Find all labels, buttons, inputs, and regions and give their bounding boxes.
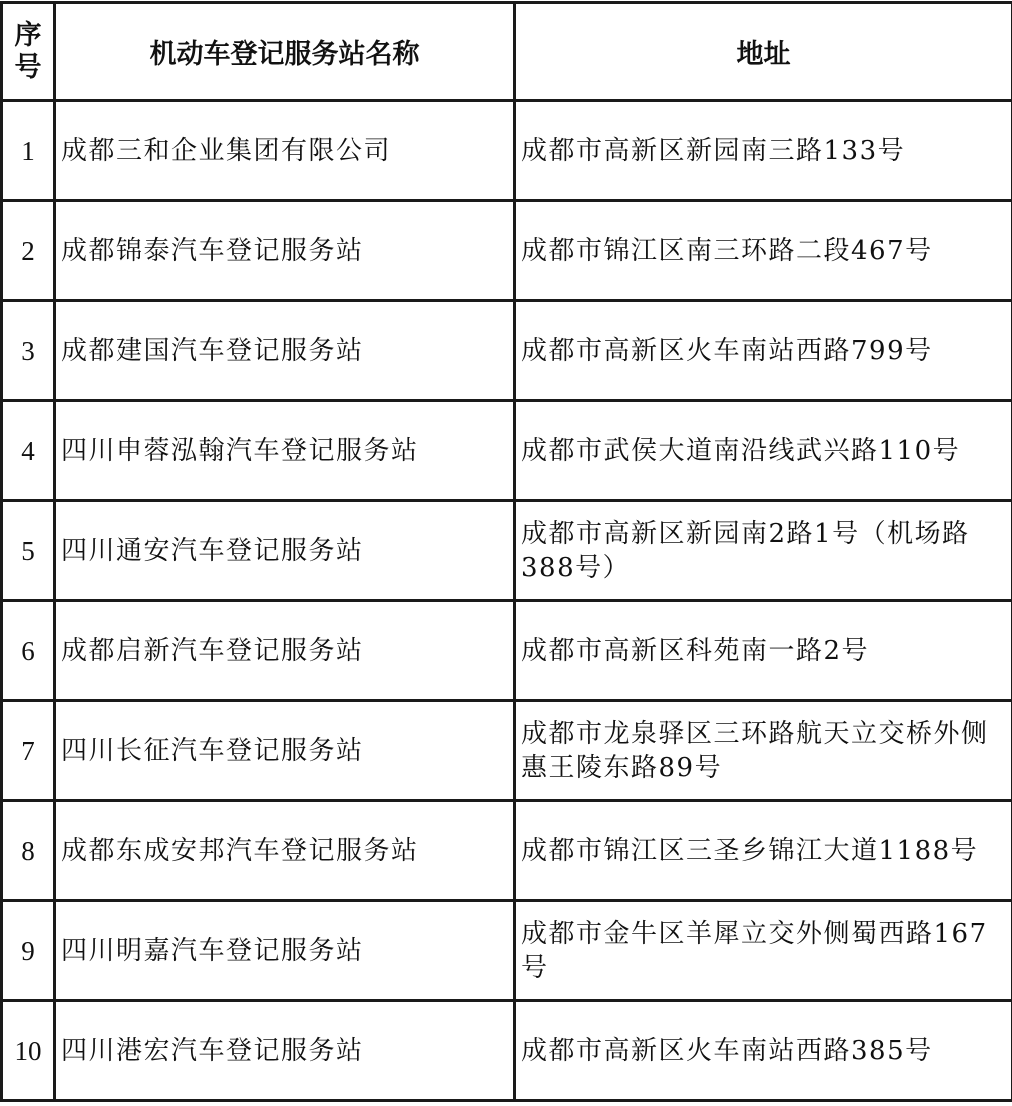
row-station-name: 四川申蓉泓翰汽车登记服务站 [55, 401, 515, 501]
row-seq: 10 [2, 1001, 55, 1101]
table-row [2, 801, 1012, 901]
row-address: 成都市高新区火车南站西路385号 [515, 1001, 1012, 1101]
row-station-name: 成都三和企业集团有限公司 [55, 101, 515, 201]
row-station-name: 成都东成安邦汽车登记服务站 [55, 801, 515, 901]
header-seq-line2: 号 [14, 51, 42, 83]
table-row [2, 501, 1012, 601]
row-seq: 6 [2, 601, 55, 701]
row-seq: 8 [2, 801, 55, 901]
header-seq [2, 3, 55, 101]
row-seq: 3 [2, 301, 55, 401]
row-station-name: 四川明嘉汽车登记服务站 [55, 901, 515, 1001]
row-seq: 1 [2, 101, 55, 201]
table-row [2, 401, 1012, 501]
row-seq: 2 [2, 201, 55, 301]
row-address: 成都市高新区火车南站西路799号 [515, 301, 1012, 401]
row-station-name: 成都启新汽车登记服务站 [55, 601, 515, 701]
row-address: 成都市高新区科苑南一路2号 [515, 601, 1012, 701]
table-row [2, 201, 1012, 301]
table-row [2, 901, 1012, 1001]
table-row [2, 601, 1012, 701]
table-row [2, 701, 1012, 801]
row-seq: 9 [2, 901, 55, 1001]
header-station-name: 机动车登记服务站名称 [55, 3, 515, 101]
row-address: 成都市武侯大道南沿线武兴路110号 [515, 401, 1012, 501]
row-address: 成都市龙泉驿区三环路航天立交桥外侧惠王陵东路89号 [515, 701, 1012, 801]
table-row [2, 101, 1012, 201]
row-seq: 5 [2, 501, 55, 601]
row-station-name: 成都锦泰汽车登记服务站 [55, 201, 515, 301]
row-station-name: 四川长征汽车登记服务站 [55, 701, 515, 801]
row-address: 成都市锦江区南三环路二段467号 [515, 201, 1012, 301]
row-seq: 7 [2, 701, 55, 801]
table-row [2, 301, 1012, 401]
row-address: 成都市金牛区羊犀立交外侧蜀西路167号 [515, 901, 1012, 1001]
row-address: 成都市锦江区三圣乡锦江大道1188号 [515, 801, 1012, 901]
row-address: 成都市高新区新园南三路133号 [515, 101, 1012, 201]
registration-stations-table [0, 1, 1012, 1102]
row-station-name: 四川港宏汽车登记服务站 [55, 1001, 515, 1101]
table-row [2, 1001, 1012, 1101]
row-station-name: 成都建国汽车登记服务站 [55, 301, 515, 401]
row-seq: 4 [2, 401, 55, 501]
header-address: 地址 [515, 3, 1012, 101]
row-address: 成都市高新区新园南2路1号（机场路388号） [515, 501, 1012, 601]
table-header-row [2, 3, 1012, 101]
row-station-name: 四川通安汽车登记服务站 [55, 501, 515, 601]
header-seq-line1: 序 [14, 19, 42, 51]
